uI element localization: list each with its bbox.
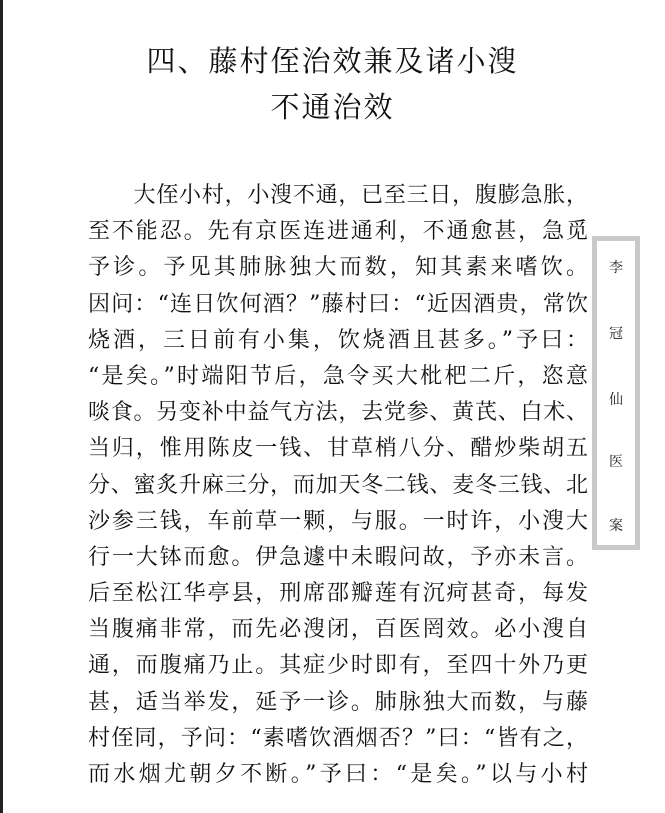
side-running-title-tab bbox=[592, 236, 640, 550]
side-tab-char: 案 bbox=[609, 518, 623, 534]
body-line: 烧酒，三日前有小集，饮烧酒且甚多。”予曰： bbox=[88, 327, 588, 353]
body-line: 大侄小村，小溲不通，已至三日，腹膨急胀， bbox=[88, 183, 588, 208]
body-line: “是矣。”时端阳节后，急令买大枇杷二斤，恣意 bbox=[88, 363, 588, 389]
side-tab-frame bbox=[597, 241, 635, 545]
body-line: 村侄同，予问：“素嗜饮酒烟否？”曰：“皆有之， bbox=[88, 725, 588, 751]
body-line: 当腹痛非常，而先必溲闭，百医罔效。必小溲自 bbox=[88, 617, 588, 643]
body-line: 行一大钵而愈。伊急遽中未暇问故，予亦未言。 bbox=[88, 544, 588, 570]
body-line: 予诊。予见其肺脉独大而数，知其素来嗜饮。 bbox=[88, 255, 588, 281]
side-tab-char: 冠 bbox=[609, 326, 623, 342]
body-line: 甚，适当举发，延予一诊。肺脉独大而数，与藤 bbox=[88, 689, 588, 715]
body-line: 至不能忍。先有京医连进通利，不通愈甚，急觅 bbox=[88, 219, 588, 245]
section-title-line-2: 不通治效 bbox=[270, 90, 395, 124]
body-line: 当归，惟用陈皮一钱、甘草梢八分、醋炒柴胡五 bbox=[88, 436, 588, 462]
body-text bbox=[88, 178, 588, 793]
side-tab-char: 李 bbox=[609, 260, 623, 276]
side-tab-char: 仙 bbox=[609, 392, 623, 408]
section-title-line-1: 四、藤村侄治效兼及诸小溲 bbox=[146, 44, 519, 78]
body-line: 后至松江华亭县，刑席邵瓣莲有沉疴甚奇，每发 bbox=[88, 581, 588, 607]
body-line: 沙参三钱，车前草一颗，与服。一时许，小溲大 bbox=[88, 508, 588, 534]
side-tab-char: 医 bbox=[609, 454, 623, 470]
body-line: 因问：“连日饮何酒？”藤村曰：“近因酒贵，常饮 bbox=[88, 291, 588, 317]
body-line: 啖食。另变补中益气方法，去党参、黄芪、白术、 bbox=[88, 400, 588, 426]
body-line: 分、蜜炙升麻三分，而加天冬二钱、麦冬三钱、北 bbox=[88, 472, 588, 498]
body-line: 而水烟尤朝夕不断。”予曰：“是矣。”以与小村 bbox=[88, 762, 588, 787]
body-line: 通，而腹痛乃止。其症少时即有，至四十外乃更 bbox=[88, 653, 588, 679]
